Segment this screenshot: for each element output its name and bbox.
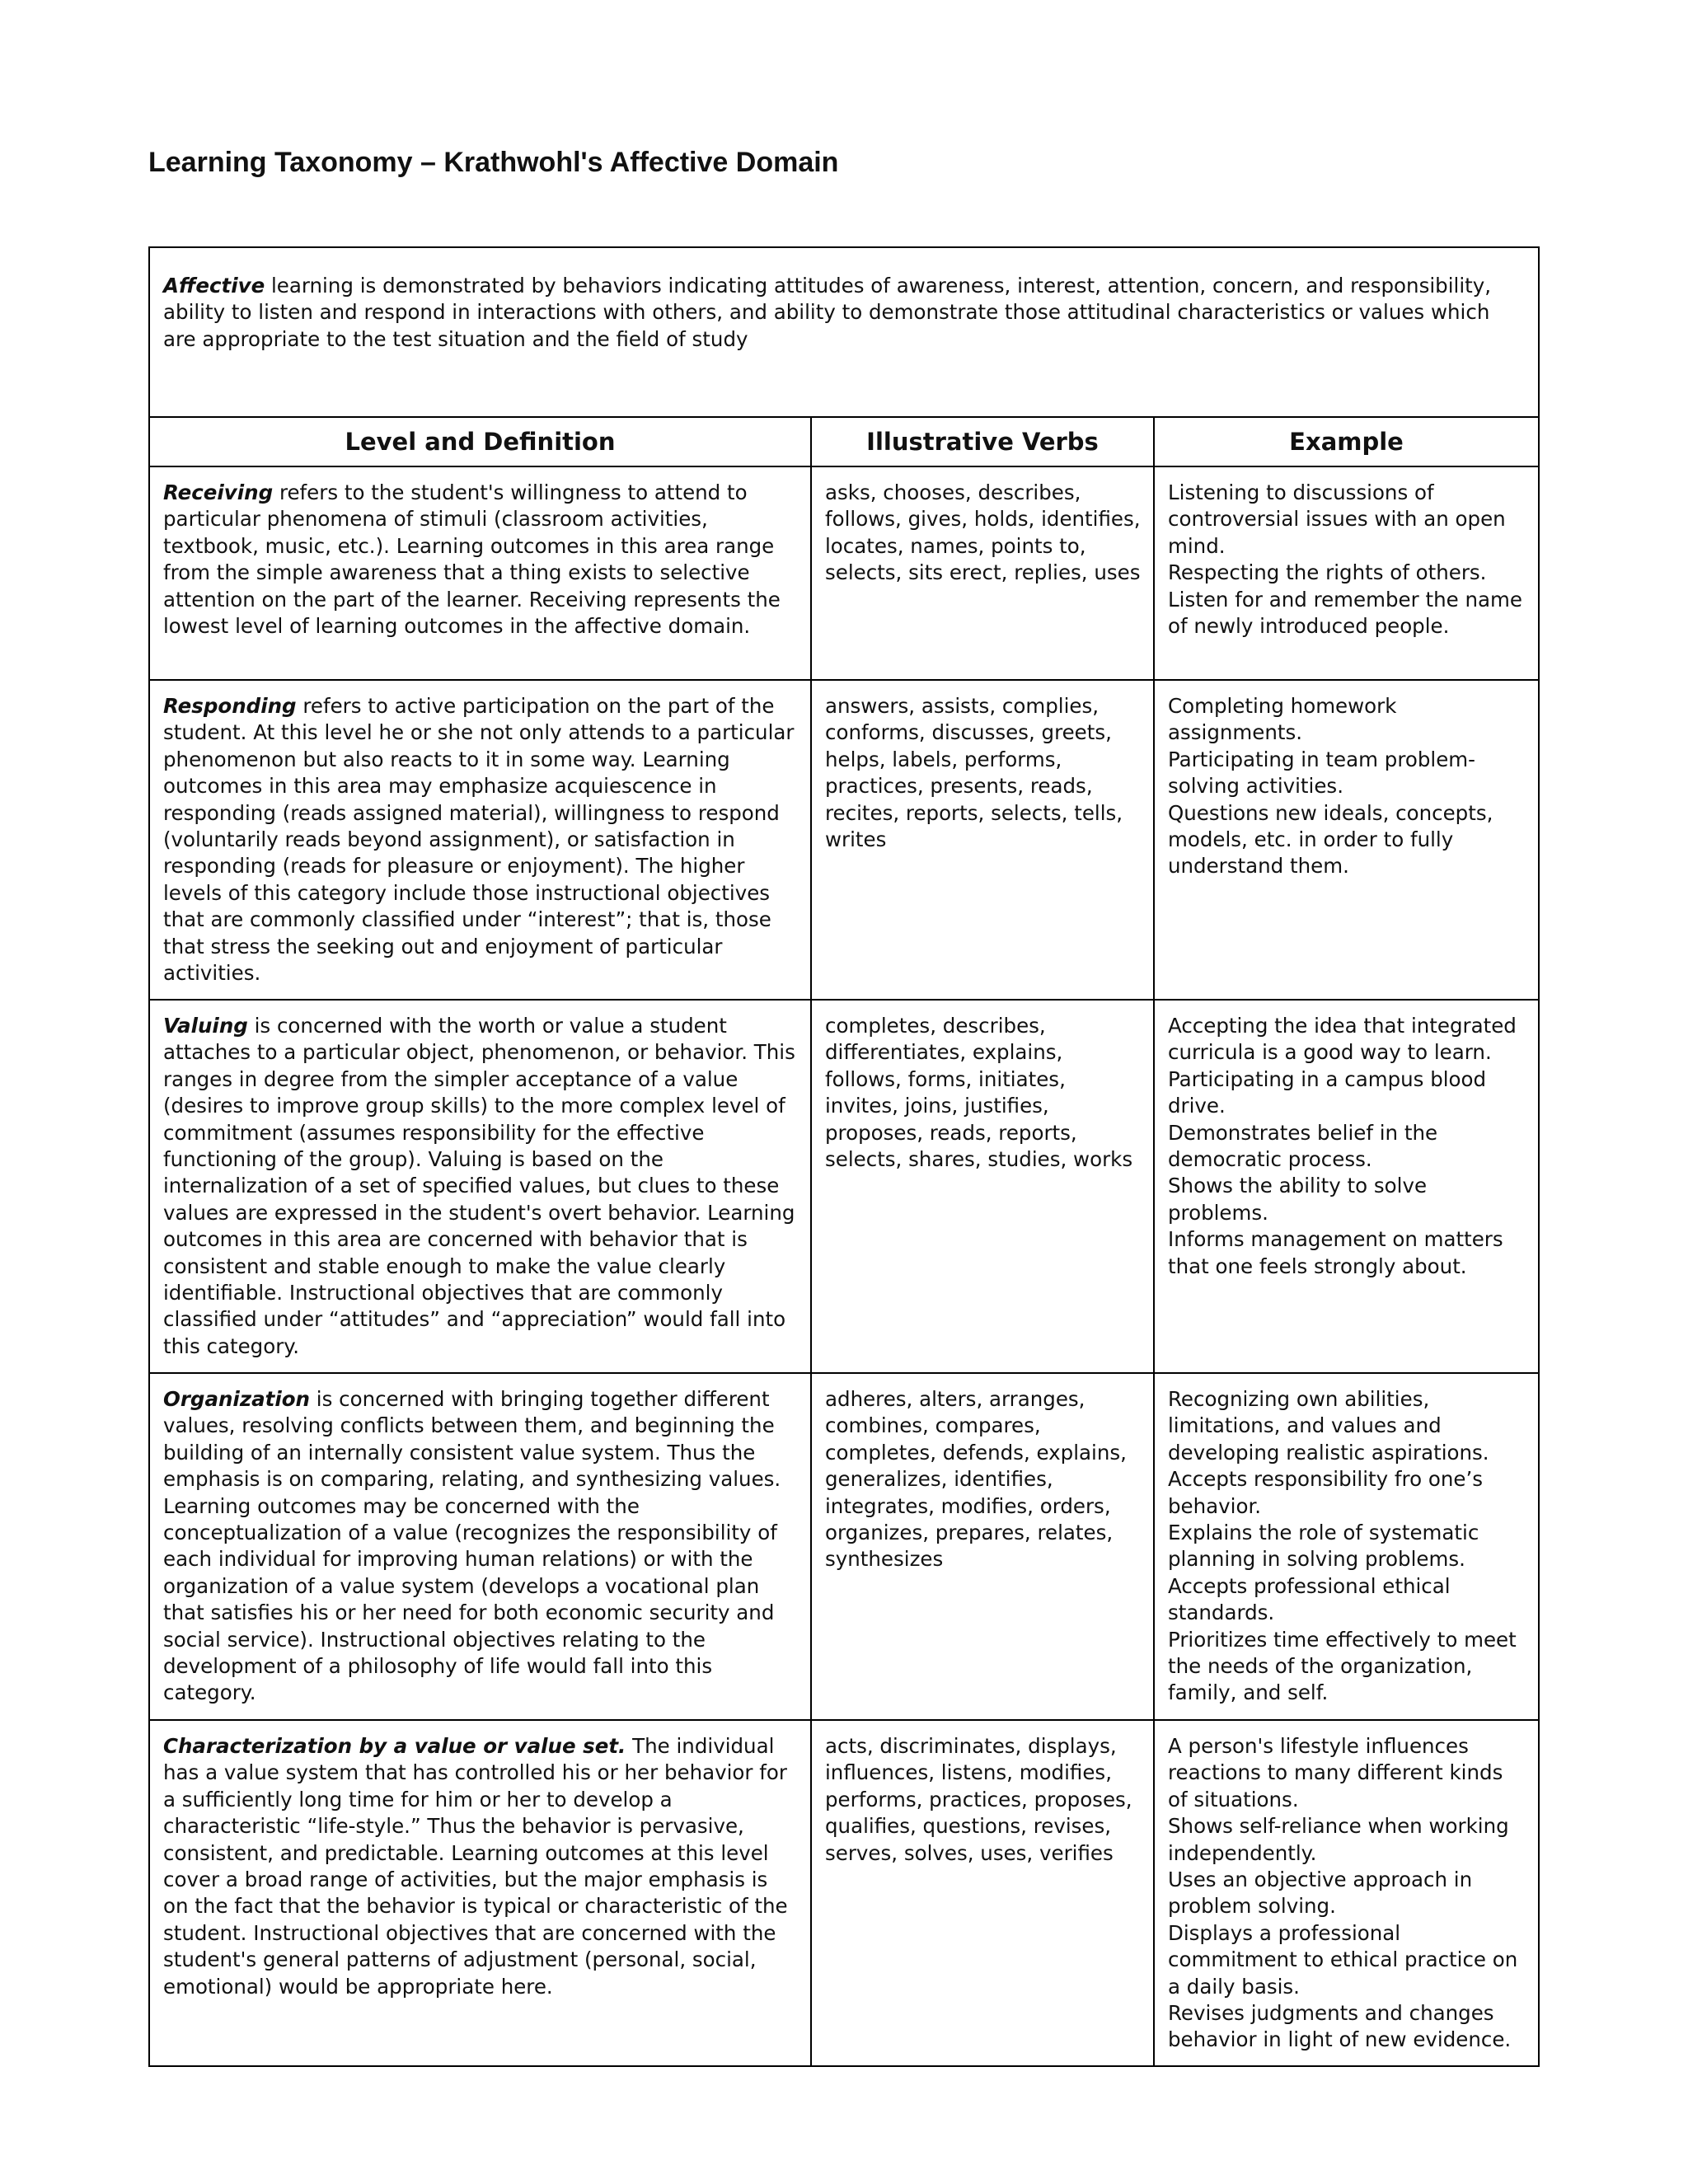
- example-item: Recognizing own abilities, limitations, and values and developing realistic aspirations.: [1168, 1387, 1489, 1465]
- header-example: Example: [1154, 417, 1539, 466]
- page-title: Learning Taxonomy – Krathwohl's Affective Domain: [148, 147, 839, 178]
- example-item: Respecting the rights of others.: [1168, 560, 1487, 585]
- header-level: Level and Definition: [149, 417, 811, 466]
- example-item: Uses an objective approach in problem solving.: [1168, 1868, 1473, 1919]
- example-item: Participating in a campus blood drive.: [1168, 1066, 1487, 1118]
- example-cell: [1154, 466, 1539, 680]
- example-item: Displays a professional commitment to ethical practice on a daily basis.: [1168, 1920, 1518, 1999]
- level-term: Responding: [163, 694, 297, 718]
- level-term: Characterization by a value or value set.: [163, 1734, 626, 1758]
- level-definition: The individual has a value system that has controlled his or her behavior for a sufficiently long time for him or her to develop a characteristic “life-style.” Thus the behavior is pervasive, consistent, and predictable. Learning outcomes at this level cover a broad range of activities, but the major emphasis is on the fact that the behavior is typical or characteristic of the student. Instructional objectives that are concerned with the student's general patterns of adjustment (personal, social, emotional) would be appropriate here.: [163, 1734, 788, 1999]
- level-term: Receiving: [163, 480, 274, 504]
- verbs-cell: asks, chooses, describes, follows, gives, holds, identifies, locates, names, points to, selects, sits erect, replies, uses: [811, 466, 1154, 680]
- intro-row: [149, 247, 1539, 417]
- example-item: Informs management on matters that one feels strongly about.: [1168, 1227, 1503, 1278]
- level-definition-cell: [149, 1720, 811, 2066]
- level-definition: refers to active participation on the part of the student. At this level he or she not only attends to a particular phenomenon but also reacts to it in some way. Learning outcomes in this area may emphasize acquiescence in responding (reads assigned material), willingness to respond (voluntarily reads beyond assignment), or satisfaction in responding (reads for pleasure or enjoyment). The higher levels of this category include those instructional objectives that are commonly classified under “interest”; that is, those that stress the seeking out and enjoyment of particular activities.: [163, 694, 795, 986]
- example-item: A person's lifestyle influences reactions to many different kinds of situations.: [1168, 1734, 1503, 1811]
- level-definition-cell: [149, 1000, 811, 1373]
- header-verbs: Illustrative Verbs: [811, 417, 1154, 466]
- table-row-responding: [149, 680, 1539, 1000]
- example-item: Listening to discussions of controversial issues with an open mind.: [1168, 480, 1506, 558]
- example-cell: [1154, 680, 1539, 1000]
- level-term: Organization: [163, 1387, 310, 1411]
- example-cell: [1154, 1373, 1539, 1720]
- table-row-organization: [149, 1373, 1539, 1720]
- level-definition: refers to the student's willingness to attend to particular phenomena of stimuli (classroom activities, textbook, music, etc.). Learning outcomes in this area range from the simple awareness that a thing exists to selective attention on the part of the learner. Receiving represents the lowest level of learning outcomes in the affective domain.: [163, 480, 781, 639]
- example-item: Revises judgments and changes behavior in light of new evidence.: [1168, 2001, 1512, 2052]
- example-item: Completing homework assignments.: [1168, 694, 1397, 745]
- table-row-receiving: [149, 466, 1539, 680]
- intro-cell: [149, 247, 1539, 417]
- example-item: Accepts professional ethical standards.: [1168, 1573, 1451, 1625]
- level-definition: is concerned with bringing together different values, resolving conflicts between them, and beginning the building of an internally consistent value system. Thus the emphasis is on comparing, relating, and synthesizing values. Learning outcomes may be concerned with the conceptualization of a value (recognizes the responsibility of each individual for improving human relations) or with the organization of a value system (develops a vocational plan that satisfies his or her need for both economic security and social service). Instructional objectives relating to the development of a philosophy of life would fall into this category.: [163, 1387, 781, 1705]
- example-item: Demonstrates belief in the democratic process.: [1168, 1120, 1438, 1172]
- example-item: Participating in team problem-solving activities.: [1168, 747, 1475, 799]
- example-cell: [1154, 1720, 1539, 2066]
- example-item: Shows the ability to solve problems.: [1168, 1174, 1428, 1225]
- example-item: Accepts responsibility fro one’s behavior.: [1168, 1467, 1484, 1518]
- verbs-cell: acts, discriminates, displays, influences, listens, modifies, performs, practices, proposes, qualifies, questions, revises, serves, solves, uses, verifies: [811, 1720, 1154, 2066]
- intro-text: learning is demonstrated by behaviors indicating attitudes of awareness, interest, attention, concern, and responsibility, ability to listen and respond in interactions with others, and ability to demonstrate those attitudinal characteristics or values which are appropriate to the test situation and the field of study: [163, 274, 1492, 351]
- level-definition-cell: [149, 680, 811, 1000]
- level-definition-cell: [149, 466, 811, 680]
- verbs-cell: adheres, alters, arranges, combines, compares, completes, defends, explains, generalizes, identifies, integrates, modifies, orders, organizes, prepares, relates, synthesizes: [811, 1373, 1154, 1720]
- example-item: Accepting the idea that integrated curricula is a good way to learn.: [1168, 1014, 1517, 1065]
- table-row-characterization: [149, 1720, 1539, 2066]
- example-cell: [1154, 1000, 1539, 1373]
- example-item: Shows self-reliance when working independently.: [1168, 1814, 1509, 1865]
- verbs-cell: completes, describes, differentiates, explains, follows, forms, initiates, invites, joins, justifies, proposes, reads, reports, selects, shares, studies, works: [811, 1000, 1154, 1373]
- level-definition-cell: [149, 1373, 811, 1720]
- example-item: Questions new ideals, concepts, models, etc. in order to fully understand them.: [1168, 800, 1493, 879]
- affective-domain-table: [148, 246, 1540, 2067]
- example-item: Explains the role of systematic planning in solving problems.: [1168, 1521, 1479, 1572]
- intro-term: Affective: [163, 274, 265, 298]
- table-row-valuing: [149, 1000, 1539, 1373]
- example-item: Prioritizes time effectively to meet the needs of the organization, family, and self.: [1168, 1627, 1517, 1705]
- level-definition: is concerned with the worth or value a student attaches to a particular object, phenomenon, or behavior. This ranges in degree from the simpler acceptance of a value (desires to improve group skills) to the more complex level of commitment (assumes responsibility for the effective functioning of the group). Valuing is based on the internalization of a set of specified values, but clues to these values are expressed in the student's overt behavior. Learning outcomes in this area are concerned with behavior that is consistent and stable enough to make the value clearly identifiable. Instructional objectives that are commonly classified under “attitudes” and “appreciation” would fall into this category.: [163, 1014, 795, 1358]
- verbs-cell: answers, assists, complies, conforms, discusses, greets, helps, labels, performs, practices, presents, reads, recites, reports, selects, tells, writes: [811, 680, 1154, 1000]
- example-item: Listen for and remember the name of newly introduced people.: [1168, 587, 1522, 639]
- header-row: [149, 417, 1539, 466]
- level-term: Valuing: [163, 1014, 248, 1038]
